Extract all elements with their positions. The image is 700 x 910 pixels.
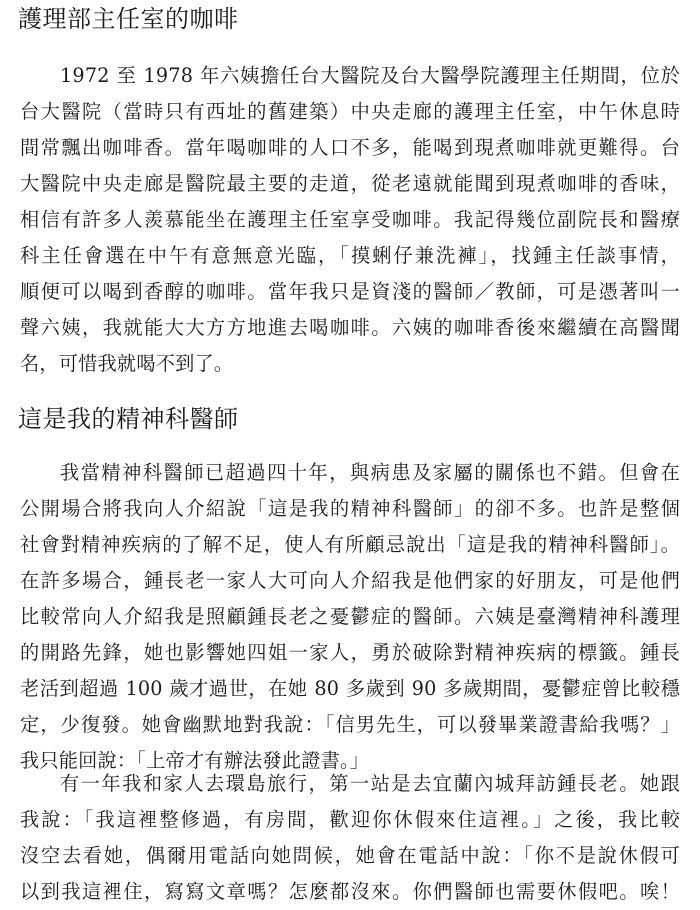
section-heading-nursing-office-coffee: 護理部主任室的咖啡 bbox=[18, 5, 239, 33]
paragraph-line: 台大醫院（當時只有西址的舊建築）中央走廊的護理主任室，中午休息時 bbox=[20, 100, 680, 123]
paragraph-my-psychiatrist-2 bbox=[20, 766, 680, 910]
paragraph-line: 定，少復發。她會幽默地對我說：「信男先生，可以發畢業證書給我嗎？」 bbox=[20, 713, 680, 736]
paragraph-line: 名，可惜我就喝不到了。 bbox=[20, 352, 234, 375]
paragraph-line: 1972 至 1978 年六姨擔任台大醫院及台大醫學院護理主任期間，位於 bbox=[60, 64, 680, 87]
paragraph-my-psychiatrist-1 bbox=[20, 455, 680, 779]
paragraph-line: 在許多場合，鍾長老一家人大可向人介紹我是他們家的好朋友，可是他們 bbox=[20, 569, 680, 592]
paragraph-line: 以到我這裡住，寫寫文章嗎？怎麼都沒來。你們醫師也需要休假吧。唉！ bbox=[20, 880, 680, 903]
paragraph-line: 科主任會選在中午有意無意光臨，「摸蜊仔兼洗褲」，找鍾主任談事情， bbox=[20, 244, 680, 267]
section-heading-my-psychiatrist: 這是我的精神科醫師 bbox=[18, 405, 239, 433]
paragraph-line: 社會對精神疾病的了解不足，使人有所顧忌說出「這是我的精神科醫師」。 bbox=[20, 533, 680, 556]
paragraph-line: 有一年我和家人去環島旅行，第一站是去宜蘭內城拜訪鍾長老。她跟 bbox=[60, 772, 680, 795]
paragraph-line: 順便可以喝到香醇的咖啡。當年我只是資淺的醫師／教師，可是憑著叫一 bbox=[20, 280, 680, 303]
paragraph-line: 我只能回說：「上帝才有辦法發此證書。」 bbox=[20, 749, 370, 772]
paragraph-line: 我說：「我這裡整修過，有房間，歡迎你休假來住這裡。」之後，我比較 bbox=[20, 808, 680, 831]
paragraph-line: 比較常向人介紹我是照顧鍾長老之憂鬱症的醫師。六姨是臺灣精神科護理 bbox=[20, 605, 680, 628]
paragraph-line: 老活到超過 100 歲才過世，在她 80 多歲到 90 多歲期間，憂鬱症曾比較穩 bbox=[20, 677, 680, 700]
paragraph-line: 公開場合將我向人介紹說「這是我的精神科醫師」的卻不多。也許是整個 bbox=[20, 497, 680, 520]
paragraph-line: 聲六姨，我就能大大方方地進去喝咖啡。六姨的咖啡香後來繼續在高醫聞 bbox=[20, 316, 680, 339]
paragraph-nursing-office-coffee bbox=[20, 58, 680, 382]
paragraph-line: 我當精神科醫師已超過四十年，與病患及家屬的關係也不錯。但會在 bbox=[60, 461, 680, 484]
paragraph-line: 相信有許多人羨慕能坐在護理主任室享受咖啡。我記得幾位副院長和醫療 bbox=[20, 208, 680, 231]
paragraph-line: 沒空去看她，偶爾用電話向她問候，她會在電話中說：「你不是說休假可 bbox=[20, 844, 680, 867]
paragraph-line: 大醫院中央走廊是醫院最主要的走道，從老遠就能聞到現煮咖啡的香味， bbox=[20, 172, 680, 195]
paragraph-line: 間常飄出咖啡香。當年喝咖啡的人口不多，能喝到現煮咖啡就更難得。台 bbox=[20, 136, 680, 159]
paragraph-line: 的開路先鋒，她也影響她四姐一家人，勇於破除對精神疾病的標籤。鍾長 bbox=[20, 641, 680, 664]
